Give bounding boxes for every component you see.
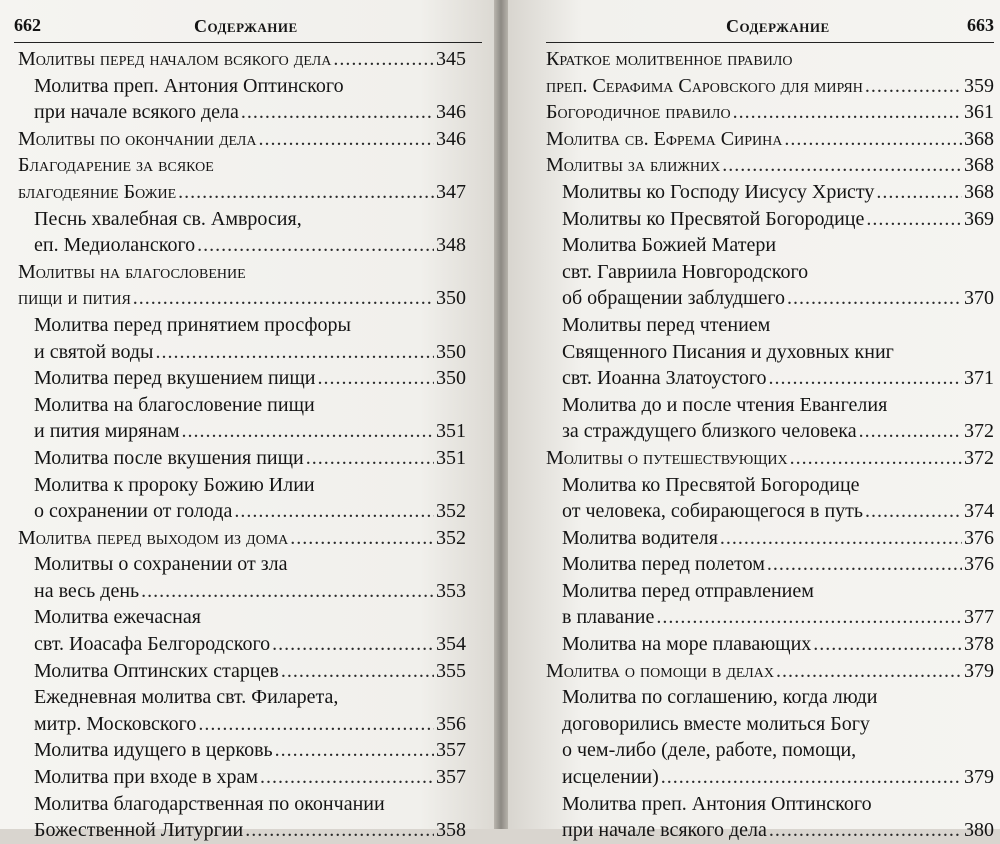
right-page-number: 663	[967, 15, 994, 35]
dot-leader	[733, 99, 962, 126]
toc-entry-page: 350	[436, 367, 466, 390]
toc-entry[interactable]	[546, 312, 994, 339]
toc-entry-page: 361	[964, 101, 994, 124]
toc-entry[interactable]	[18, 764, 466, 791]
dot-leader	[876, 179, 962, 206]
toc-entry-title: преп. Серафима Саровского для мирян	[546, 74, 863, 97]
toc-entry-page: 377	[964, 606, 994, 629]
dot-leader	[245, 817, 434, 844]
toc-entry[interactable]	[546, 126, 994, 153]
toc-entry-title: Молитва ежечасная	[34, 606, 201, 629]
toc-entry[interactable]	[18, 73, 466, 100]
toc-entry[interactable]	[18, 206, 466, 233]
toc-entry[interactable]	[546, 791, 994, 818]
toc-entry[interactable]	[18, 791, 466, 818]
toc-entry[interactable]	[546, 472, 994, 499]
dot-leader	[197, 232, 434, 259]
toc-entry-page: 345	[436, 48, 466, 70]
toc-entry[interactable]	[546, 498, 994, 525]
toc-entry[interactable]	[18, 525, 466, 552]
toc-entry-title: и пития мирянам	[34, 420, 180, 443]
toc-entry-title: Молитвы перед чтением	[562, 313, 771, 336]
toc-entry[interactable]	[546, 418, 994, 445]
toc-entry[interactable]	[18, 418, 466, 445]
toc-entry-page: 352	[436, 500, 466, 523]
toc-entry[interactable]	[546, 658, 994, 685]
toc-entry-title: Молитва перед выходом из дома	[18, 526, 289, 549]
toc-entry-title: договорились вместе молиться Богу	[562, 712, 870, 735]
toc-entry-title: Молитвы за ближних	[546, 154, 721, 177]
dot-leader	[859, 418, 962, 445]
book-gutter	[494, 0, 508, 829]
toc-entry-title: Молитвы по окончании дела	[18, 127, 257, 150]
toc-entry[interactable]	[546, 46, 994, 73]
dot-leader	[661, 764, 962, 791]
toc-entry-page: 378	[964, 633, 994, 656]
toc-entry-title: о чем-либо (деле, работе, помощи,	[562, 739, 857, 762]
toc-entry[interactable]	[546, 152, 994, 179]
toc-entry[interactable]	[18, 126, 466, 153]
toc-entry[interactable]	[546, 631, 994, 658]
left-page-number: 662	[14, 15, 41, 35]
toc-entry[interactable]	[18, 658, 466, 685]
dot-leader	[306, 445, 434, 472]
dot-leader	[290, 525, 434, 552]
toc-entry-title: митр. Московского	[34, 712, 197, 735]
dot-leader	[272, 631, 434, 658]
toc-entry-title: Молитва преп. Антония Оптинского	[34, 74, 344, 97]
toc-entry[interactable]	[18, 551, 466, 578]
toc-entry[interactable]	[546, 684, 994, 711]
toc-entry-title: Молитвы на благословение	[18, 260, 246, 283]
dot-leader	[776, 658, 962, 685]
toc-entry[interactable]	[18, 232, 466, 259]
toc-entry-title: Молитва на благословение пищи	[34, 393, 315, 416]
dot-leader	[259, 126, 434, 153]
dot-leader	[178, 179, 434, 206]
toc-entry[interactable]	[18, 259, 466, 286]
dot-leader	[155, 339, 434, 366]
toc-entry[interactable]	[18, 312, 466, 339]
toc-entry-title: Молитва перед принятием просфоры	[34, 313, 351, 336]
toc-entry-title: свт. Иоанна Златоустого	[562, 367, 767, 390]
toc-entry-title: исцелении)	[562, 766, 659, 789]
toc-entry[interactable]	[18, 46, 466, 73]
toc-entry-title: Молитва преп. Антония Оптинского	[562, 792, 872, 815]
dot-leader	[865, 73, 962, 100]
dot-leader	[275, 737, 434, 764]
toc-entry-title: Божественной Литургии	[34, 819, 244, 842]
toc-entry-page: 374	[964, 500, 994, 523]
toc-entry-title: Молитва по соглашению, когда люди	[562, 686, 878, 709]
toc-entry[interactable]	[546, 285, 994, 312]
toc-entry-page: 370	[964, 287, 994, 310]
toc-entry-title: Благодарение за всякое	[18, 154, 214, 177]
toc-entry-page: 369	[964, 207, 994, 230]
toc-entry[interactable]	[18, 99, 466, 126]
toc-entry[interactable]	[18, 445, 466, 472]
toc-entry[interactable]	[546, 551, 994, 578]
toc-entry-title: Молитва к пророку Божию Илии	[34, 473, 315, 496]
toc-entry-title: Молитвы о путешествующих	[546, 446, 788, 469]
toc-entry[interactable]	[18, 604, 466, 631]
left-running-title: Содержание	[194, 16, 298, 36]
toc-entry-title: благодеяние Божие	[18, 180, 177, 203]
toc-entry-page: 372	[964, 420, 994, 443]
toc-entry[interactable]	[546, 232, 994, 259]
left-toc-list	[18, 46, 466, 844]
toc-entry[interactable]	[18, 392, 466, 419]
dot-leader	[787, 285, 962, 312]
dot-leader	[241, 99, 434, 126]
toc-entry-title: Молитвы ко Господу Иисусу Христу	[562, 180, 875, 203]
dot-leader	[317, 365, 434, 392]
toc-entry-page: 376	[964, 526, 994, 549]
dot-leader	[790, 445, 962, 472]
toc-entry-page: 346	[436, 127, 466, 150]
dot-leader	[182, 418, 434, 445]
toc-entry-page: 354	[436, 633, 466, 656]
left-page-header	[14, 8, 482, 43]
dot-leader	[767, 551, 962, 578]
toc-entry-page: 348	[436, 234, 466, 257]
toc-entry[interactable]	[18, 152, 466, 179]
toc-entry-title: в плавание	[562, 606, 655, 629]
dot-leader	[133, 285, 434, 312]
toc-entry-page: 380	[964, 819, 994, 842]
toc-entry-title: Богородичное правило	[546, 101, 731, 124]
toc-entry-page: 368	[964, 127, 994, 150]
dot-leader	[865, 498, 962, 525]
toc-entry[interactable]	[546, 206, 994, 233]
toc-entry-page: 372	[964, 446, 994, 469]
toc-entry-title: при начале всякого дела	[34, 101, 239, 124]
toc-entry[interactable]	[546, 392, 994, 419]
dot-leader	[260, 764, 434, 791]
toc-entry-title: за страждущего близкого человека	[562, 420, 857, 443]
toc-entry[interactable]	[18, 631, 466, 658]
toc-entry-title: Молитва перед отправлением	[562, 579, 814, 602]
toc-entry[interactable]	[546, 445, 994, 472]
toc-entry-page: 352	[436, 526, 466, 549]
toc-entry-title: Краткое молитвенное правило	[546, 48, 793, 70]
toc-entry-page: 351	[436, 446, 466, 469]
dot-leader	[769, 365, 962, 392]
toc-entry-page: 357	[436, 739, 466, 762]
right-running-title: Содержание	[726, 16, 830, 36]
toc-entry-title: и святой воды	[34, 340, 154, 363]
dot-leader	[198, 711, 434, 738]
toc-entry[interactable]	[18, 578, 466, 605]
dot-leader	[656, 604, 962, 631]
toc-entry-page: 358	[436, 819, 466, 842]
toc-entry[interactable]	[18, 498, 466, 525]
toc-entry-title: о сохранении от голода	[34, 500, 233, 523]
toc-entry-page: 376	[964, 553, 994, 576]
toc-entry-title: Молитва Оптинских старцев	[34, 659, 279, 682]
dot-leader	[720, 525, 962, 552]
toc-entry[interactable]	[18, 817, 466, 844]
toc-entry-page: 368	[964, 180, 994, 203]
toc-entry[interactable]	[546, 817, 994, 844]
dot-leader	[813, 631, 962, 658]
toc-entry[interactable]	[546, 764, 994, 791]
toc-entry-title: еп. Медиоланского	[34, 234, 196, 257]
toc-entry[interactable]	[546, 737, 994, 764]
toc-entry[interactable]	[546, 711, 994, 738]
toc-entry-title: Молитвы ко Пресвятой Богородице	[562, 207, 865, 230]
right-page	[508, 0, 1000, 842]
toc-entry-page: 353	[436, 579, 466, 602]
toc-entry-page: 356	[436, 712, 466, 735]
toc-entry[interactable]	[18, 285, 466, 312]
toc-entry[interactable]	[18, 684, 466, 711]
toc-entry-title: Молитва ко Пресвятой Богородице	[562, 473, 860, 496]
right-page-header	[546, 8, 994, 43]
toc-entry[interactable]	[546, 99, 994, 126]
toc-entry-title: на весь день	[34, 579, 140, 602]
toc-entry-title: пищи и пития	[18, 287, 131, 310]
toc-entry-page: 357	[436, 766, 466, 789]
dot-leader	[866, 206, 962, 233]
toc-entry[interactable]	[18, 339, 466, 366]
toc-entry-title: свт. Иоасафа Белгородского	[34, 633, 271, 656]
toc-entry[interactable]	[546, 259, 994, 286]
toc-entry-page: 359	[964, 74, 994, 97]
toc-entry-page: 371	[964, 367, 994, 390]
toc-entry-page: 346	[436, 101, 466, 124]
dot-leader	[141, 578, 434, 605]
toc-entry[interactable]	[546, 339, 994, 366]
dot-leader	[722, 152, 962, 179]
toc-entry[interactable]	[18, 737, 466, 764]
toc-entry-title: Священного Писания и духовных книг	[562, 340, 894, 363]
toc-entry[interactable]	[546, 365, 994, 392]
toc-entry-page: 355	[436, 659, 466, 682]
toc-entry-title: Молитва на море плавающих	[562, 633, 812, 656]
right-toc-list	[546, 46, 994, 844]
toc-entry-title: Молитва Божией Матери	[562, 234, 777, 257]
toc-entry-title: свт. Гавриила Новгородского	[562, 260, 809, 283]
toc-entry-title: от человека, собирающегося в путь	[562, 500, 864, 523]
toc-entry-title: Молитва идущего в церковь	[34, 739, 273, 762]
dot-leader	[784, 126, 962, 153]
toc-entry-page: 379	[964, 766, 994, 789]
toc-entry-title: Молитва до и после чтения Евангелия	[562, 393, 888, 416]
toc-entry-page: 368	[964, 154, 994, 177]
toc-entry-page: 379	[964, 659, 994, 682]
toc-entry[interactable]	[546, 73, 994, 100]
toc-entry[interactable]	[546, 525, 994, 552]
toc-entry[interactable]	[18, 711, 466, 738]
toc-entry-title: Песнь хвалебная св. Амвросия,	[34, 207, 302, 230]
toc-entry[interactable]	[18, 472, 466, 499]
toc-entry-page: 350	[436, 287, 466, 310]
toc-entry-title: при начале всякого дела	[562, 819, 767, 842]
toc-entry[interactable]	[546, 578, 994, 605]
toc-entry-title: Молитва благодарственная по окончании	[34, 792, 385, 815]
toc-entry[interactable]	[18, 179, 466, 206]
toc-entry-title: Молитва после вкушения пищи	[34, 446, 304, 469]
toc-entry-page: 351	[436, 420, 466, 443]
toc-entry-title: Молитва перед полетом	[562, 553, 765, 576]
dot-leader	[234, 498, 434, 525]
dot-leader	[769, 817, 962, 844]
left-page	[0, 0, 494, 842]
dot-leader	[281, 658, 434, 685]
toc-entry-title: Молитва при входе в храм	[34, 766, 259, 789]
toc-entry-title: Ежедневная молитва свт. Филарета,	[34, 686, 339, 709]
toc-entry[interactable]	[546, 604, 994, 631]
toc-entry-title: Молитва св. Ефрема Сирина	[546, 127, 783, 150]
toc-entry-title: об обращении заблудшего	[562, 287, 785, 310]
dot-leader	[333, 46, 434, 73]
toc-entry[interactable]	[18, 365, 466, 392]
toc-entry-title: Молитва о помощи в делах	[546, 659, 775, 682]
toc-entry[interactable]	[546, 179, 994, 206]
toc-entry-title: Молитвы о сохранении от зла	[34, 553, 288, 576]
toc-entry-title: Молитвы перед началом всякого дела	[18, 48, 332, 70]
toc-entry-title: Молитва перед вкушением пищи	[34, 367, 316, 390]
toc-entry-title: Молитва водителя	[562, 526, 718, 549]
toc-entry-page: 350	[436, 340, 466, 363]
toc-entry-page: 347	[436, 180, 466, 203]
